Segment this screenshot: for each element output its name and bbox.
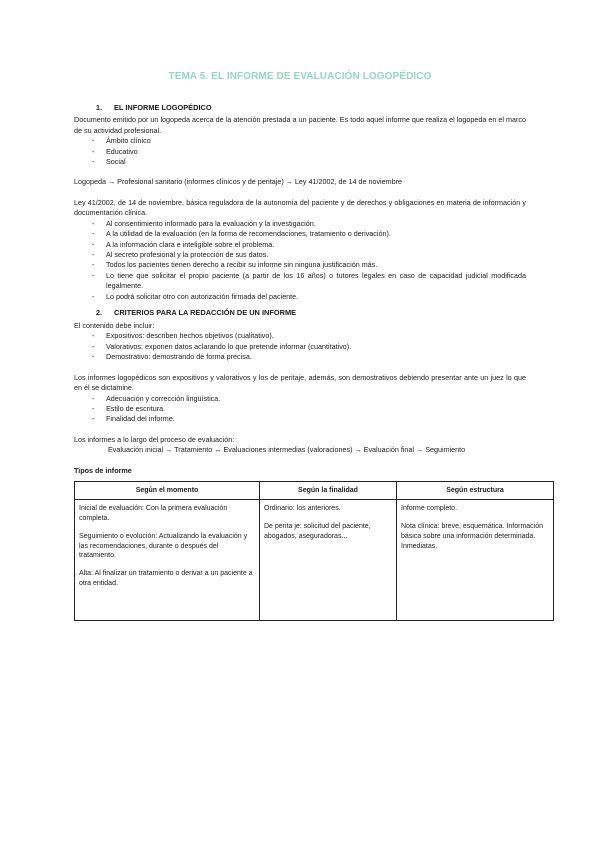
column-header: Según la finalidad — [260, 482, 397, 500]
report-types-paragraph: Los informes logopédicos son expositivos y valorativos y los de peritaje, además, son demostrativos debiendo presentar ante un juez lo que en él se dictamine. — [74, 372, 526, 393]
scope-list — [74, 136, 526, 167]
cell-paragraph: Seguimiento o evolución: Actualizando la evaluación y las recomendaciones, durante o después del tratamiento. — [79, 532, 248, 560]
list-item: - Al consentimiento informado para la evaluación y la investigación. — [92, 219, 526, 229]
list-item: - Al secreto profesional y la protección de sus datos. — [92, 250, 526, 260]
table-cell-structure — [397, 500, 554, 621]
profession-chain: Logopeda → Profesional sanitario (informes clínicos y de peritaje) → Ley 41/2002, de 14 de noviembre — [74, 177, 403, 187]
list-item: - Valorativos: exponen datos aclarando lo que pretende informar (cuantitativo). — [92, 342, 526, 352]
list-item: - Demostrativo: demostrando de forma precisa. — [92, 352, 526, 362]
section-2-intro: El contenido debe incluir: — [74, 320, 155, 330]
list-item: - Finalidad del informe. — [92, 414, 526, 424]
cell-paragraph: Alta: Al finalizar un tratamiento o derivar a un paciente a otra entidad. — [79, 570, 253, 587]
list-item: - Adecuación y corrección lingüística. — [92, 394, 526, 404]
process-chain: Evaluación inicial → Tratamiento ↔ Evaluaciones intermedias (valoraciones) → Evaluación final → Seguimiento — [108, 445, 466, 455]
writing-criteria-list — [74, 394, 526, 425]
list-item: - Ámbito clínico — [92, 136, 526, 146]
cell-paragraph: Informe completo. — [401, 505, 458, 513]
list-item: - Social — [92, 157, 526, 167]
list-item: - Lo podrá solicitar otro con autorización firmada del paciente. — [92, 292, 526, 302]
list-item: - Estilo de escritura. — [92, 404, 526, 414]
cell-paragraph: De perita je: solicitud del paciente, abogados, aseguradoras... — [264, 523, 371, 540]
list-item: - Todos los pacientes tienen derecho a recibir su informe sin ninguna justificación más. — [92, 260, 526, 270]
content-types-list — [74, 331, 526, 362]
rights-list — [74, 219, 526, 303]
section-1-title: EL INFORME LOGOPÉDICO — [114, 102, 212, 112]
section-1-number: 1. — [95, 102, 102, 112]
list-item: - Educativo — [92, 147, 526, 157]
section-2-number: 2. — [95, 308, 102, 318]
process-intro: Los informes a lo largo del proceso de evaluación: — [74, 434, 235, 444]
column-header: Según estructura — [397, 482, 554, 500]
law-paragraph: Ley 41/2002, de 14 de noviembre, básica reguladora de la autonomía del paciente y de derechos y obligaciones en materia de información y documentación clínica. — [74, 197, 526, 218]
table-cell-purpose — [260, 500, 397, 621]
cell-paragraph: Nota clínica: breve, esquemática. Información básica sobre una información determinada. Inmediatas. — [401, 523, 544, 550]
column-header: Según el momento — [75, 482, 260, 500]
section-2-title: CRITERIOS PARA LA REDACCIÓN DE UN INFORME — [114, 308, 297, 318]
list-item: - A la información clara e inteligible sobre el problema. — [92, 240, 526, 250]
table-cell-moment — [75, 500, 260, 621]
table-row — [75, 500, 554, 621]
section-1-intro: Documento emitido por un logopeda acerca de la atención prestada a un paciente. Es todo aquel informe que realiza el logopeda en el marco de su actividad profesional. — [74, 115, 526, 135]
list-item: - Lo tiene que solicitar el propio paciente (a partir de los 16 años) o tutores legales en caso de capacidad judicial modificada legalmente. — [92, 271, 526, 292]
table-title: Tipos de informe — [74, 465, 132, 475]
list-item: - Expositivos: describen hechos objetivos (cualitativo). — [92, 331, 526, 341]
document-title: TEMA 5. EL INFORME DE EVALUACIÓN LOGOPÉDICO — [168, 71, 432, 82]
cell-paragraph: Inicial de evaluación: Con la primera evaluación completa. — [79, 505, 228, 523]
section-1-heading — [74, 103, 526, 114]
report-types-table — [74, 481, 554, 621]
cell-paragraph: Ordinario: los anteriores. — [264, 505, 341, 513]
table-header-row — [75, 482, 554, 500]
list-item: - A la utilidad de la evaluación (en la forma de recomendaciones, tratamiento o derivación). — [92, 229, 526, 239]
section-2-heading — [74, 308, 526, 319]
